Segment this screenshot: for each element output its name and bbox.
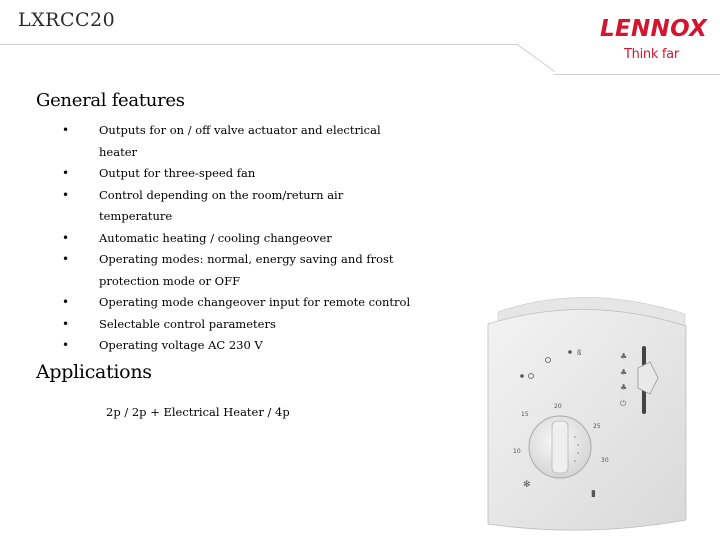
features-list	[62, 120, 419, 357]
fan-speed-2-icon: ♣	[620, 368, 628, 377]
feature-item: • Automatic heating / cooling changeover	[62, 228, 419, 250]
dial-label-25: 25	[593, 423, 601, 430]
dial-label-20: 20	[554, 403, 562, 410]
dial-mark	[574, 436, 576, 438]
logo-wordmark: LENNOX	[600, 16, 708, 42]
feature-item: • Output for three-speed fan	[62, 163, 419, 185]
dial-mark	[577, 452, 579, 454]
thermostat-body	[488, 309, 686, 530]
feature-item: • Selectable control parameters	[62, 314, 419, 336]
applications-text: 2p / 2p + Electrical Heater / 4p	[106, 405, 290, 419]
thermostat-image	[480, 282, 694, 534]
features-heading: General features	[36, 90, 185, 111]
mode-symbol: ß	[577, 349, 582, 357]
lennox-logo	[596, 16, 718, 68]
feature-item: • Operating mode changeover input for remote control	[62, 292, 419, 314]
dial-grip	[552, 421, 568, 473]
dial-label-15: 15	[521, 411, 529, 418]
feature-item: • Operating voltage AC 230 V	[62, 335, 419, 357]
feature-item: • Outputs for on / off valve actuator and electrical heater	[62, 120, 419, 163]
applications-heading: Applications	[36, 361, 152, 383]
indicator-dot	[520, 374, 524, 378]
dial-label-30: 30	[601, 457, 609, 464]
fan-speed-1-icon: ♣	[620, 352, 628, 361]
dial-label-10: 10	[513, 448, 521, 455]
feature-item: • Operating modes: normal, energy saving and frost protection mode or OFF	[62, 249, 419, 292]
fan-speed-3-icon: ♣	[620, 383, 628, 392]
dial-mark	[577, 444, 579, 446]
feature-item: • Control depending on the room/return air temperature	[62, 185, 419, 228]
header-rule	[0, 44, 518, 45]
document-title: LXRCC20	[18, 9, 116, 31]
power-icon: ⏻	[620, 399, 627, 408]
header-rule-diagonal	[516, 43, 555, 72]
indicator-dot	[568, 350, 572, 354]
dial-mark	[574, 460, 576, 462]
header-rule-right	[554, 74, 720, 75]
snowflake-icon: ✻	[523, 480, 531, 490]
thermometer-icon: ▮	[591, 489, 596, 499]
logo-tagline: Think far	[624, 47, 679, 62]
